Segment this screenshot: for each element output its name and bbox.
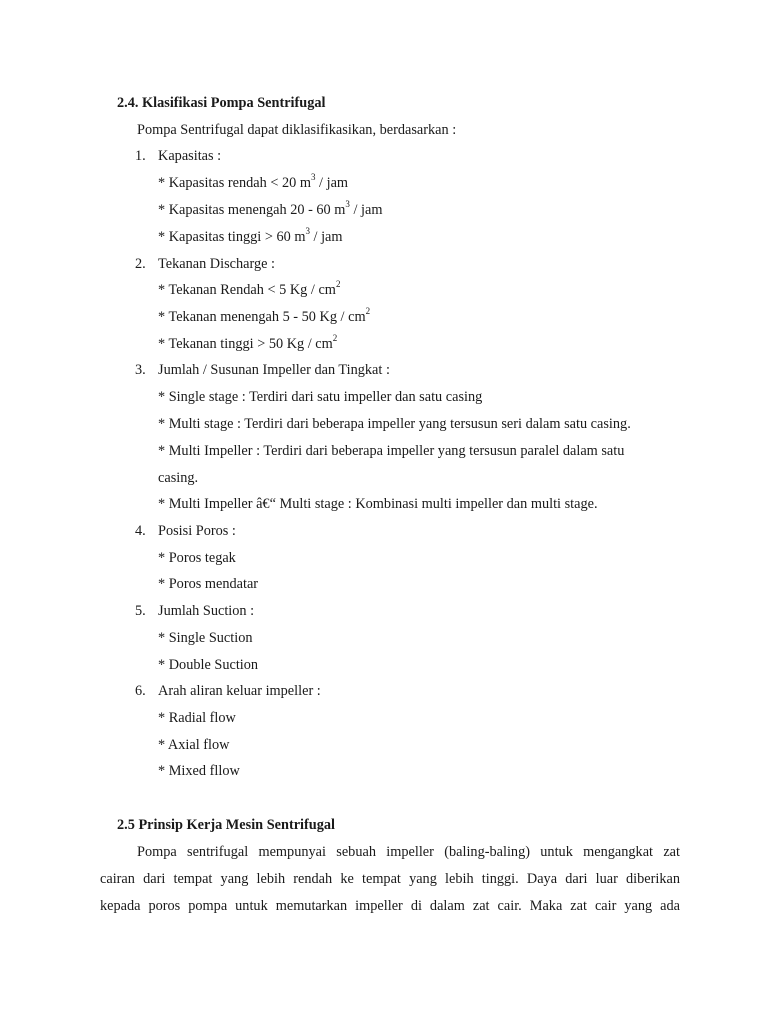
list-item: * Poros tegak [158,550,236,566]
category-title-aliran: Arah aliran keluar impeller : [158,683,321,699]
list-item: * Mixed fllow [158,763,240,779]
list-number-5: 5. [135,603,146,619]
list-number-1: 1. [135,148,146,164]
list-item: * Multi Impeller : Terdiri dari beberapa impeller yang tersusun paralel dalam satu [158,443,625,459]
list-number-3: 3. [135,362,146,378]
list-item: * Poros mendatar [158,576,259,592]
category-title-kapasitas: Kapasitas : [158,148,222,164]
paragraph-line: cairan dari tempat yang lebih rendah ke tempat yang lebih tinggi. Daya dari luar diberikan [100,871,680,887]
list-item-continuation: casing. [158,470,199,486]
list-item: * Tekanan tinggi > 50 Kg / $cm^2$ [158,333,338,352]
section-heading-2-4: 2.4. Klasifikasi Pompa Sentrifugal [117,95,326,111]
list-item: * Tekanan Rendah < 5 Kg / $cm^2$ [158,279,341,298]
category-title-poros: Posisi Poros : [158,523,236,539]
list-item: * Radial flow [158,710,236,726]
list-number-6: 6. [135,683,146,699]
list-item: * Multi stage : Terdiri dari beberapa impeller yang tersusun seri dalam satu casing. [158,416,631,432]
list-item: * Kapasitas tinggi > 60 $m^3$ / jam [158,226,343,245]
section-heading-2-5: 2.5 Prinsip Kerja Mesin Sentrifugal [117,817,336,833]
list-item: * Kapasitas menengah 20 - 60 $m^3$ / jam [158,199,383,218]
section-intro: Pompa Sentrifugal dapat diklasifikasikan, berdasarkan : [137,122,457,138]
list-item: * Double Suction [158,657,259,673]
list-item: * Axial flow [158,737,230,753]
list-item: * Multi Impeller â€“ Multi stage : Kombinasi multi impeller dan multi stage. [158,496,598,512]
list-item: * Tekanan menengah 5 - 50 Kg / $cm^2$ [158,306,371,325]
category-title-impeller: Jumlah / Susunan Impeller dan Tingkat : [158,362,390,378]
list-number-2: 2. [135,256,146,272]
list-number-4: 4. [135,523,146,539]
list-item: * Single Suction [158,630,253,646]
list-item: * Single stage : Terdiri dari satu impeller dan satu casing [158,389,483,405]
list-item: * Kapasitas rendah < 20 $m^3$ / jam [158,172,349,191]
paragraph-line: kepada poros pompa untuk memutarkan impeller di dalam zat cair. Maka zat cair yang ada [100,898,680,914]
paragraph-line: Pompa sentrifugal mempunyai sebuah impeller (baling-baling) untuk mengangkat zat [137,844,680,860]
category-title-tekanan: Tekanan Discharge : [158,256,276,272]
category-title-suction: Jumlah Suction : [158,603,255,619]
